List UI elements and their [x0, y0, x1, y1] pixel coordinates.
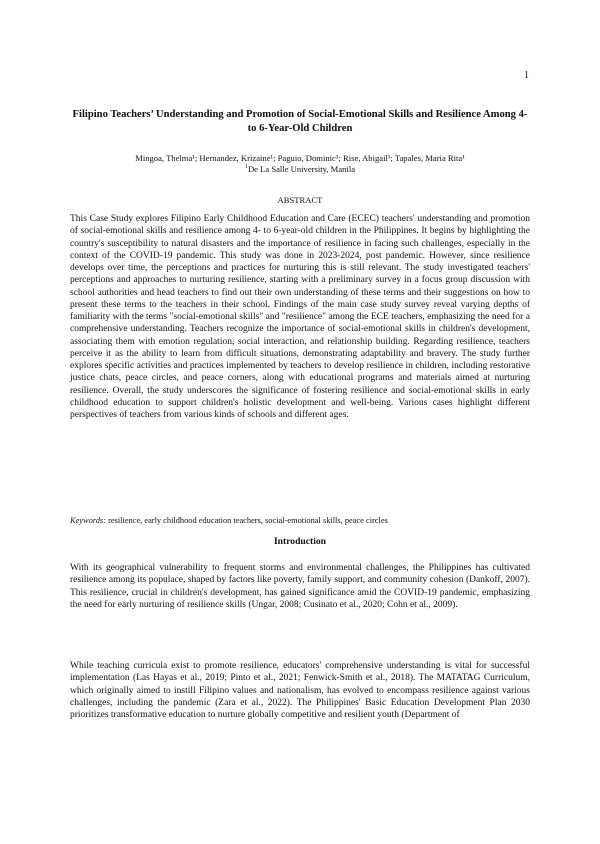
author-list: Mingoa, Thelma¹; Hernandez, Krizaine¹; Paguio, Dominic¹; Rise, Abigail¹; Tapales, Maria Rita¹: [135, 153, 465, 163]
introduction-heading: Introduction: [273, 536, 327, 547]
affiliation: De La Salle University, Manila: [247, 164, 356, 174]
affiliation-line: [70, 164, 530, 175]
affiliation-mark: 1: [244, 164, 248, 171]
keywords-label: Keywords:: [70, 516, 106, 525]
authors-block: [70, 153, 530, 175]
page-number: 1: [524, 70, 529, 81]
abstract-text: This Case Study explores Filipino Early Childhood Education and Care (ECEC) teachers' understanding and promotion of social-emotional skills and resilience among 4- to 6-year-old children in the Philippines. It begins by highlighting the country's susceptibility to natural disasters and the importance of resilience in facing such challenges, especially in the context of the COVID-19 pandemic. This study was done in 2023-2024, post pandemic. However, since resilience develops over time, the perceptions and practices for nurturing this is still relevant. The study investigated teachers' perceptions and approaches to nurturing resilience, starting with a preliminary survey in a focus group discussion with school authorities and head teachers to find out their own understanding of these terms and their suggestions on how to present these terms to the teachers in their school. Findings of the main case study survey reveal varying depths of familiarity with the terms "social-emotional skills" and "resilience" among the ECE teachers, emphasizing the need for a comprehensive understanding. Teachers recognize the importance of social-emotional skills in children's development, associating them with emotion regulation, social interaction, and relationship building. Regarding resilience, teachers perceive it as the ability to learn from difficult situations, demonstrating adaptability and bravery. The study further explores specific activities and practices implemented by teachers to develop resilience in children, including restorative justice chats, peace circles, and peace corners, along with educational programs and materials aimed at nurturing resilience. Overall, the study underscores the significance of fostering resilience and social-emotional skills in early childhood education to support children's holistic development and well-being. Various cases highlight different perspectives of teachers from various kinds of schools and different ages.: [70, 214, 530, 420]
keywords-line: [70, 515, 530, 526]
abstract-heading: ABSTRACT: [277, 195, 323, 205]
keywords-text: resilience, early childhood education teachers, social-emotional skills, peace circles: [105, 516, 388, 525]
paper-title: Filipino Teachers’ Understanding and Promotion of Social-Emotional Skills and Resilience Among 4- to 6-Year-Old Children: [72, 109, 528, 134]
intro-paragraph-1: With its geographical vulnerability to frequent storms and environmental challenges, the Philippines has cultivated resilience among its populace, shaped by factors like poverty, family support, and community cohesion (Dankoff, 2007). This resilience, crucial in children's development, has gained significance amid the COVID-19 pandemic, emphasizing the need for early nurturing of resilience skills (Ungar, 2008; Cusinato et al., 2020; Cohn et al., 2009).: [70, 563, 530, 610]
intro-paragraph-2: While teaching curricula exist to promote resilience, educators' comprehensive understanding is vital for successful implementation (Las Hayas et al., 2019; Pinto et al., 2021; Fenwick-Smith et al., 2018). The MATATAG Curriculum, which originally aimed to instill Filipino values and nationalism, has evolved to encompass resilience against various challenges, including the pandemic (Zara et al., 2022). The Philippines' Basic Education Development Plan 2030 prioritizes transformative education to nurture globally competitive and resilient youth (Department of: [70, 661, 530, 720]
